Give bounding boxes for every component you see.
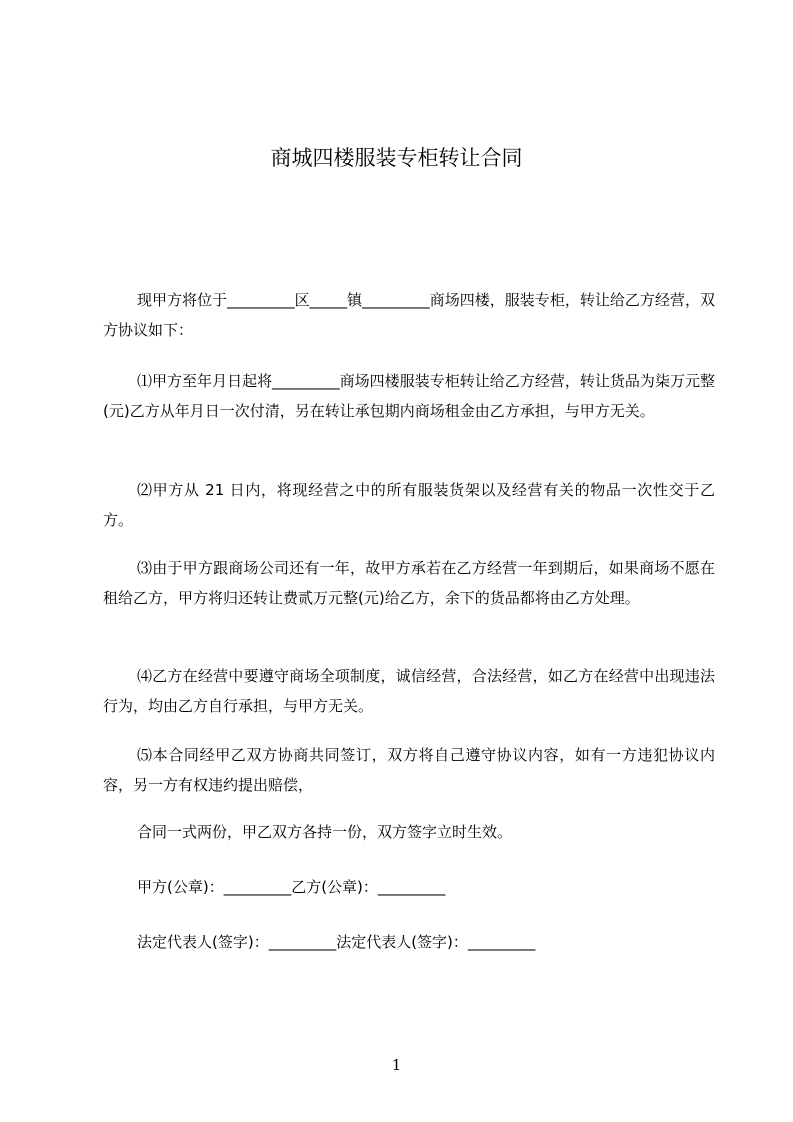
clause-4-paragraph: ⑷乙方在经营中要遵守商场全项制度，诚信经营，合法经营，如乙方在经营中出现违法行为，均由乙方自行承担，与甲方无关。 bbox=[103, 667, 715, 715]
seal-line: 甲方(公章)：_________乙方(公章)：_________ bbox=[137, 878, 446, 896]
document-title: 商城四楼服装专柜转让合同 bbox=[270, 146, 523, 170]
clause-1-paragraph: ⑴甲方至年月日起将_________商场四楼服装专柜转让给乙方经营，转让货品为柒万元整(元)乙方从年月日一次付清，另在转让承包期内商场租金由乙方承担，与甲方无关。 bbox=[103, 372, 715, 420]
signature-line: 法定代表人(签字)：_________法定代表人(签字)：_________ bbox=[137, 933, 536, 951]
clause-5-paragraph: ⑸本合同经甲乙双方协商共同签订，双方将自己遵守协议内容，如有一方违犯协议内容，另一方有权违约提出赔偿， bbox=[103, 746, 715, 794]
clause-2-paragraph: ⑵甲方从 21 日内，将现经营之中的所有服装货架以及经营有关的物品一次性交于乙方。 bbox=[103, 481, 715, 529]
intro-paragraph: 现甲方将位于_________区_____镇_________商场四楼，服装专柜，转让给乙方经营，双方协议如下： bbox=[103, 291, 715, 339]
page-number: 1 bbox=[391, 1056, 402, 1074]
clause-3-paragraph: ⑶由于甲方跟商场公司还有一年，故甲方承若在乙方经营一年到期后，如果商场不愿在租给乙方，甲方将归还转让费贰万元整(元)给乙方，余下的货品都将由乙方处理。 bbox=[103, 559, 715, 607]
closing-statement: 合同一式两份，甲乙双方各持一份，双方签字立时生效。 bbox=[137, 823, 513, 841]
